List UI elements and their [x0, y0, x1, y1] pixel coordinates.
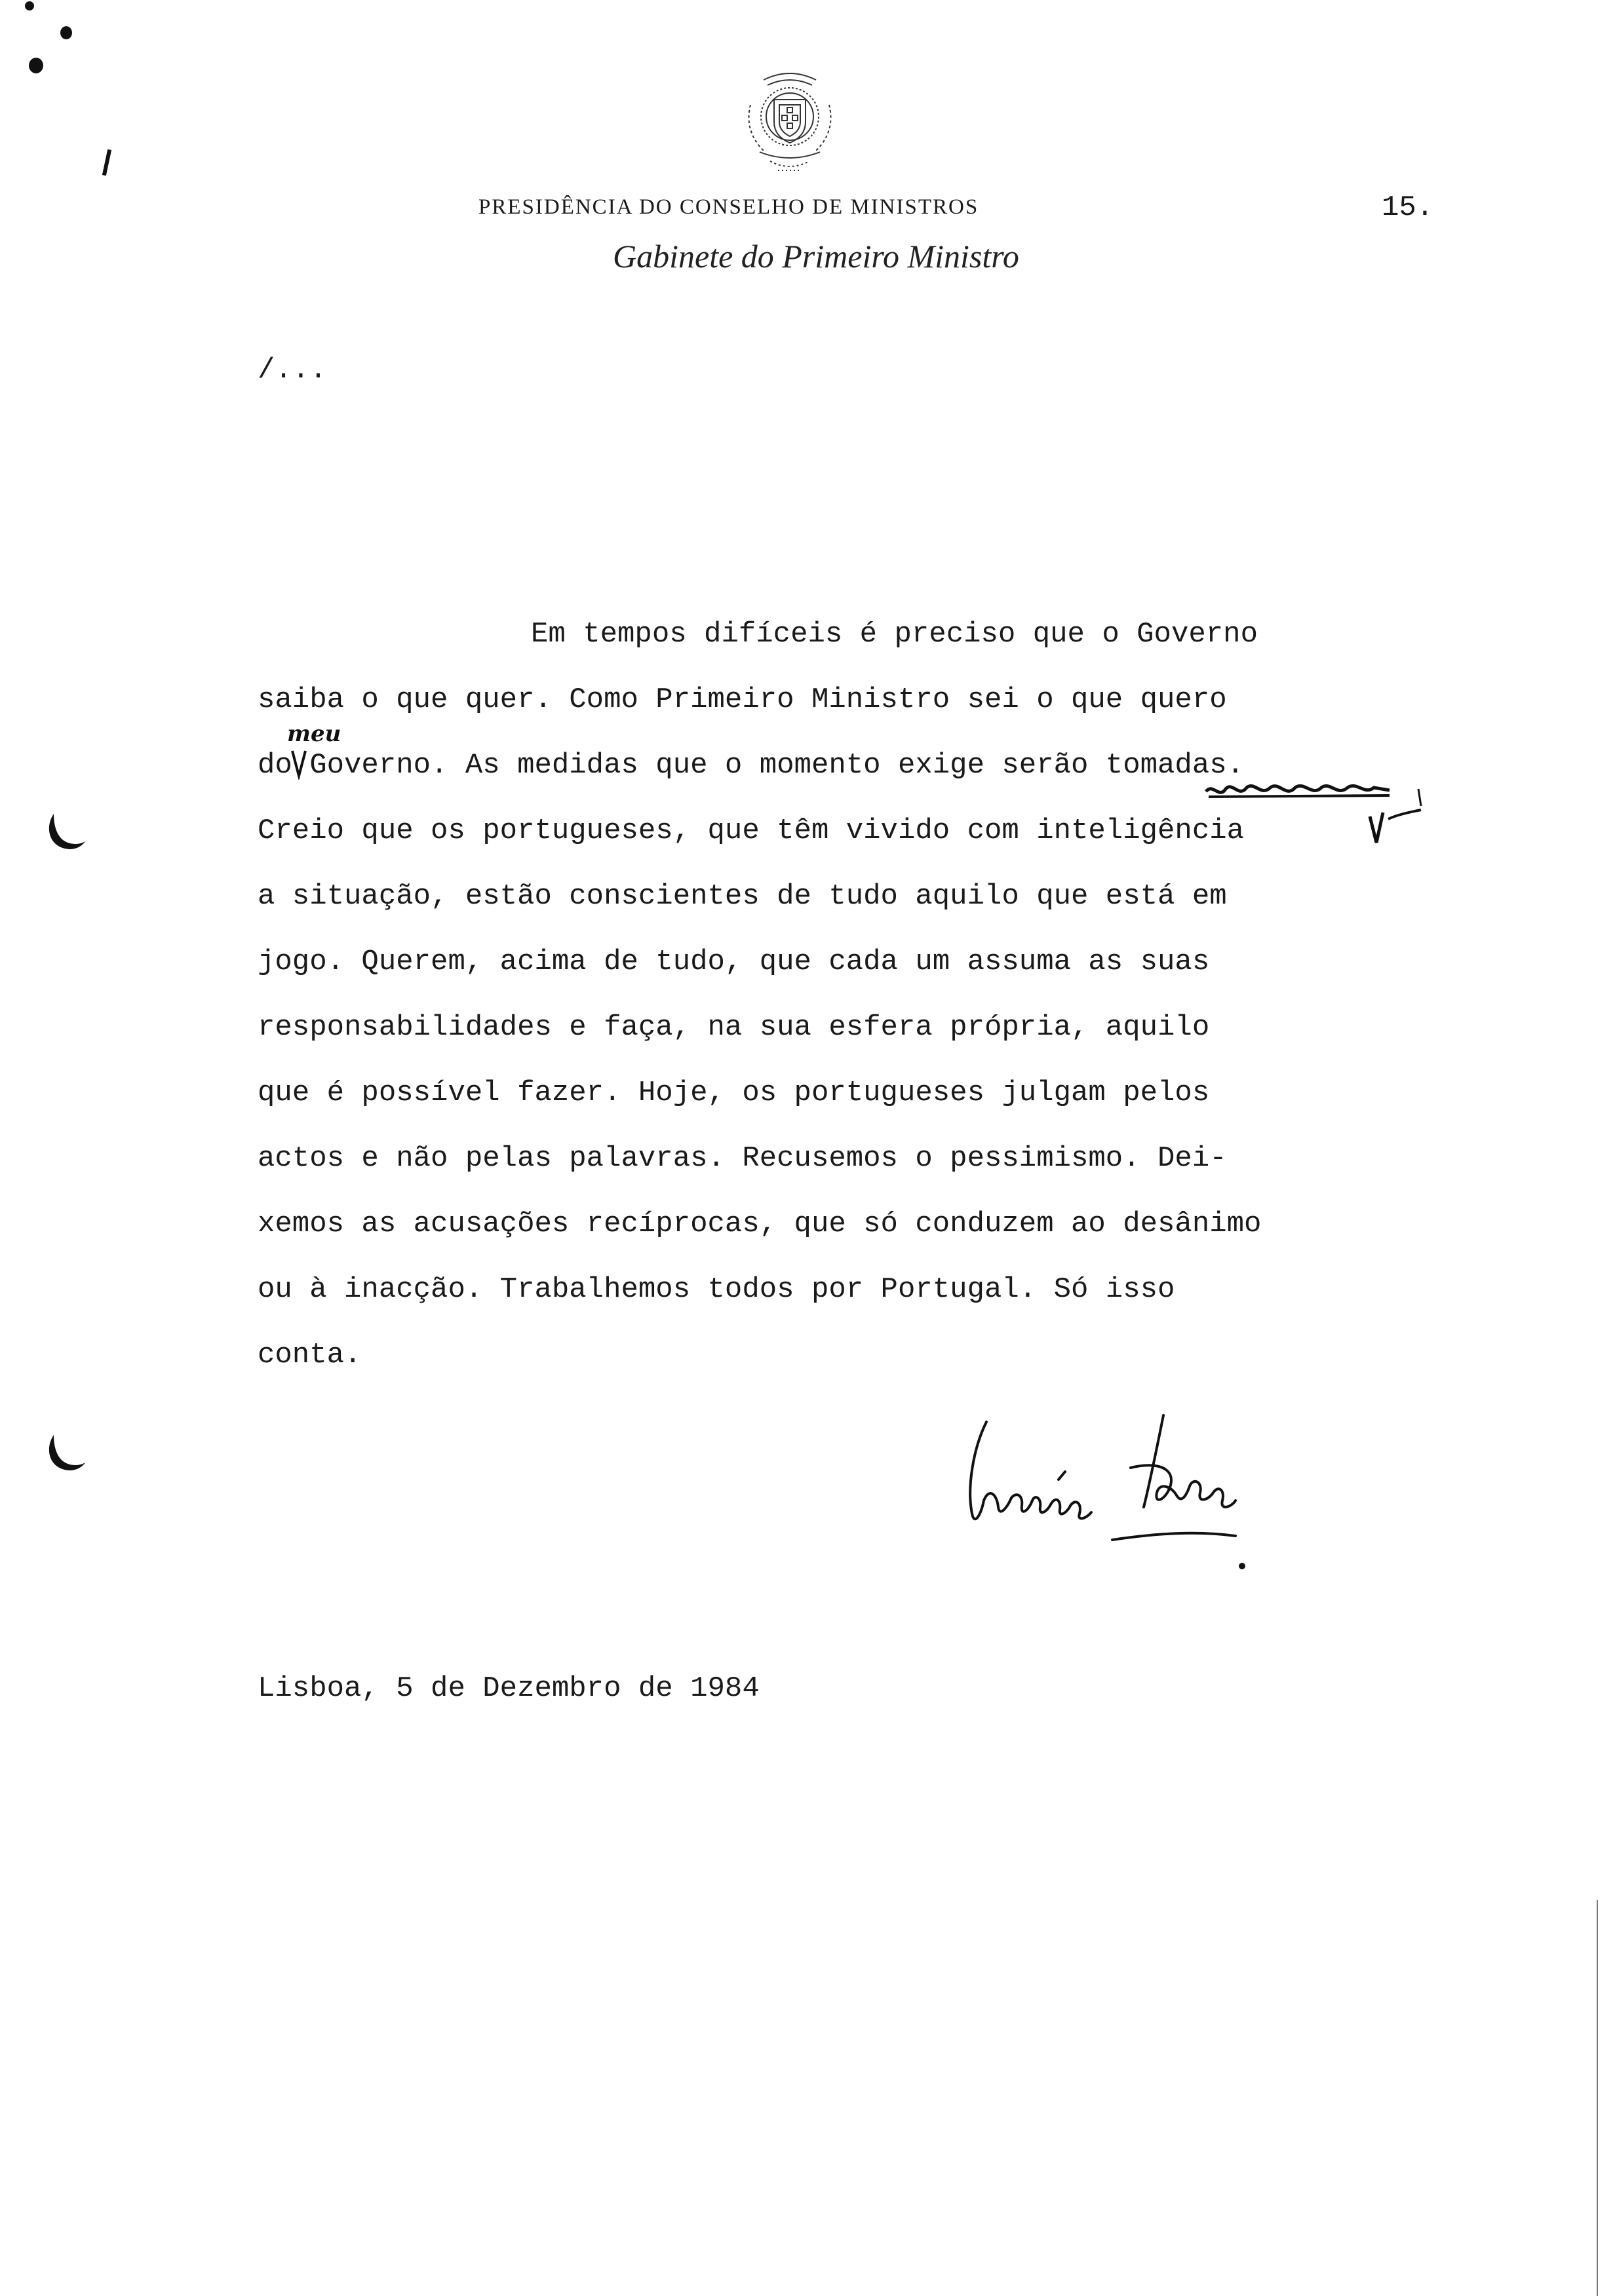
body-line: do Governo. As medidas que o momento exige serão tomadas.	[258, 749, 1245, 782]
body-line: responsabilidades e faça, na sua esfera própria, aquilo	[258, 1011, 1210, 1044]
body-line: xemos as acusações recíprocas, que só conduzem ao desânimo	[258, 1208, 1262, 1240]
letterhead-organization: PRESIDÊNCIA DO CONSELHO DE MINISTROS	[478, 195, 979, 219]
body-line: Em tempos difíceis é preciso que o Governo	[531, 618, 1258, 651]
ink-speck	[102, 149, 111, 176]
punch-hole-mark	[39, 1428, 92, 1481]
continuation-mark: /...	[258, 354, 327, 387]
page-number: 15.	[1382, 191, 1434, 224]
punch-hole-mark	[39, 807, 92, 860]
letterhead-office: Gabinete do Primeiro Ministro	[613, 238, 1019, 275]
ink-speck	[60, 26, 72, 39]
coat-of-arms-icon	[737, 66, 842, 183]
insertion-caret-icon	[288, 747, 315, 780]
handwritten-insertion: meu	[287, 721, 341, 747]
ink-speck	[25, 1, 34, 10]
body-line: jogo. Querem, acima de tudo, que cada um assuma as suas	[258, 946, 1210, 978]
body-line: a situação, estão conscientes de tudo aquilo que está em	[258, 880, 1227, 913]
body-line: conta.	[258, 1339, 362, 1371]
insertion-caret-icon	[1367, 810, 1391, 847]
ink-speck	[29, 58, 43, 73]
page-edge-line	[1597, 1900, 1598, 2296]
body-line: Creio que os portugueses, que têm vivido com inteligência	[258, 814, 1245, 847]
body-line: que é possível fazer. Hoje, os portugueses julgam pelos	[258, 1077, 1210, 1109]
scribbled-insertion	[1199, 780, 1429, 832]
body-line: ou à inacção. Trabalhemos todos por Portugal. Só isso	[258, 1273, 1175, 1306]
body-line: actos e não pelas palavras. Recusemos o pessimismo. Dei-	[258, 1142, 1227, 1175]
date-line: Lisboa, 5 de Dezembro de 1984	[258, 1672, 760, 1705]
body-line: saiba o que quer. Como Primeiro Ministro sei o que quero	[258, 683, 1227, 716]
handwritten-signature	[960, 1409, 1314, 1579]
